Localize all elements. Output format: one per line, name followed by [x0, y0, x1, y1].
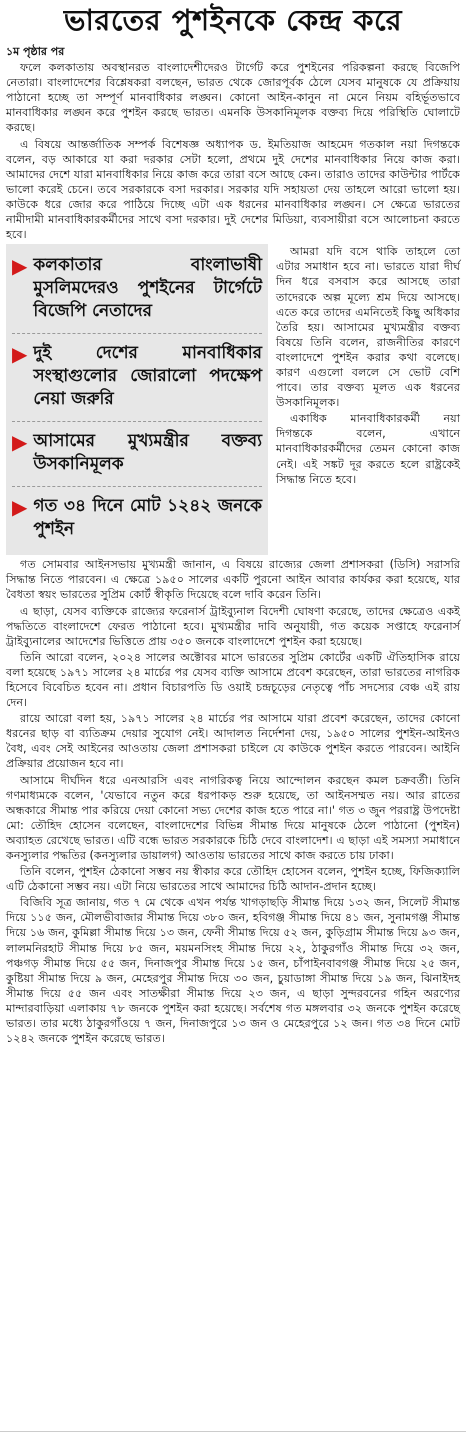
right-column-paragraph: আমরা যদি বসে থাকি তাহলে তো এটার সমাধান হবে না। ভারতে যারা দীর্ঘ দিন ধরে বসবাস করে আসছে তারা তাদেরকে অল্প মূল্যে শ্রম দিয়ে আসছে। এতে করে তাদের এমনিতেই কিছু অধিকার তৈরি হয়। আসামের মুখ্যমন্ত্রীর বক্তব্য বিষয়ে তিনি বলেন, রাজনীতির কারণে বাংলাদেশে পুশইন করার কথা বলেছে। কারণ এগুলো বললে সে ভোট বেশি পাবে। তার বক্তব্য মূলত এক ধরনের উসকানিমূলক। [276, 245, 460, 410]
divider [12, 333, 262, 334]
body-paragraph: গত সোমবার আইনসভায় মুখ্যমন্ত্রী জানান, এ বিষয়ে রাজ্যের জেলা প্রশাসকরা (ডিসি) সরাসরি সিদ্ধান্ত নিতে পারবেন। এ ক্ষেত্রে ১৯৫০ সালের একটি পুরনো আইন আবার কার্যকর করা হয়েছে, যার বৈধতা স্বয়ং ভারতের সুপ্রিম কোর্ট স্বীকৃতি দিয়েছে বলে দাবি করেন তিনি। [6, 558, 460, 602]
pull-quote [12, 342, 262, 411]
pull-quote-text: গত ৩৪ দিনে মোট ১২৪২ জনকে পুশইন [33, 496, 262, 540]
body-paragraph: বিজিবি সূত্র জানায়, গত ৭ মে থেকে এখন পর্যন্ত খাগড়াছড়ি সীমান্ত দিয়ে ১৩২ জন, সিলেট সীমান্ত দিয়ে ১১৫ জন, মৌলভীবাজার সীমান্ত দিয়ে ৩৮০ জন, হবিগঞ্জ সীমান্ত দিয়ে ৪১ জন, সুনামগঞ্জ সীমান্ত দিয়ে ১৬ জন, কুমিল্লা সীমান্ত দিয়ে ১৩ জন, ফেনী সীমান্ত দিয়ে ৫২ জন, কুড়িগ্রাম সীমান্ত দিয়ে ৯৩ জন, লালমনিরহাট সীমান্ত দিয়ে ৮৫ জন, ময়মনসিংহ সীমান্ত দিয়ে ২২, ঠাকুরগাঁও সীমান্ত দিয়ে ৩২ জন, পঞ্চগড় সীমান্ত দিয়ে ৫৫ জন, দিনাজপুর সীমান্ত দিয়ে ১৫ জন, চাঁপাইনবাবগঞ্জ সীমান্ত দিয়ে ২৫ জন, কুষ্টিয়া সীমান্ত দিয়ে ৯ জন, মেহেরপুর সীমান্ত দিয়ে ৩০ জন, চুয়াডাঙ্গা সীমান্ত দিয়ে ১৯ জন, ঝিনাইদহ সীমান্ত দিয়ে ৫৫ জন এবং সাতক্ষীরা সীমান্ত দিয়ে ২৩ জন, এ ছাড়া সুন্দরবনের গহিন অরণ্যের মান্দারবাড়িয়া এলাকায় ৭৮ জনকে পুশইন করা হয়েছে। সর্বশেষ গত মঙ্গলবার ৩২ জনকে পুশইন করেছে ভারত। তার মধ্যে ঠাকুরগাঁওয়ে ৭ জন, দিনাজপুরে ১৩ জন ও মেহেরপুরে ১২ জন। গত ৩৪ দিনে মোট ১২৪২ জনকে পুশইন করেছে ভারত। [6, 896, 460, 1046]
intro-paragraph: ফলে কলকাতায় অবস্থানরত বাংলাদেশীদেরও টার্গেট করে পুশইনের পরিকল্পনা করছে বিজেপি নেতারা। বাংলাদেশের বিশ্লেষকরা বলছেন, ভারত থেকে জোরপূর্বক ঠেলে যেসব মানুষকে যে প্রক্রিয়ায় পাঠানো হচ্ছে তা সম্পূর্ণ মানবাধিকার লঙ্ঘন। কোনো আইন-কানুন না মেনে নিয়ম বহির্ভূতভাবে মানবাধিকার লঙ্ঘন করে পুশইন করছে ভারত। এমনকি উসকানিমূলক বক্তব্য দিয়ে পরিস্থিতি ঘোলাটে করছে। [6, 61, 460, 135]
arrow-icon: ▶ [12, 495, 28, 520]
right-column-paragraph: একাধিক মানবাধিকারকর্মী নয়া দিগন্তকে বলেন, এখানে মানবাধিকারকর্মীদের তেমন কোনো কাজ নেই। এই সঙ্কট দূর করতে হলে রাষ্ট্রকেই সিদ্ধান্ত নিতে হবে। [276, 412, 460, 486]
body-paragraph: আসামে দীর্ঘদিন ধরে এনআরসি এবং নাগরিকত্ব নিয়ে আন্দোলন করছেন কমল চক্রবর্তী। তিনি গণমাধ্যমকে বলেন, 'যেভাবে নতুন করে ধরপাকড় শুরু হয়েছে, তা আইনসম্মত নয়। আর রাতের অন্ধকারে সীমান্ত পার করিয়ে দেয়া কোনো সভ্য দেশের কাজ হতে পারে না।' গত ৩ জুন পররাষ্ট্র উপদেষ্টা মো: তৌহিদ হোসেন বলেছেন, বাংলাদেশের বিভিন্ন সীমান্ত দিয়ে মানুষকে ঠেলে পাঠানো (পুশইন) অব্যাহত রেখেছে ভারত। এটি বন্ধে ভারত সরকারকে চিঠি দেবে বাংলাদেশ। এ ছাড়া এই সমস্যা সমাধানে কনস্যুলার পদ্ধতির (কনস্যুলার ডায়ালগ) আওতায় ভারতের সাথে কাজ করতে চায় ঢাকা। [6, 773, 460, 862]
pull-quote [12, 430, 262, 476]
arrow-icon: ▶ [12, 254, 28, 279]
pull-quote-text: আসামের মুখ্যমন্ত্রীর বক্তব্য উসকানিমূলক [33, 431, 262, 475]
pull-quote [12, 495, 262, 541]
continued-label: ১ম পৃষ্ঠার পর [6, 45, 65, 58]
divider [12, 421, 262, 422]
body-paragraph: রায়ে আরো বলা হয়, ১৯৭১ সালের ২৪ মার্চের পর আসামে যারা প্রবেশ করেছেন, তাদের কোনো ধরনের ছাড় বা ব্যতিক্রম দেয়ার সুযোগ নেই। আদালত নির্দেশনা দেয়, ১৯৫০ সালের পুশইন-আইনও বৈধ, এবং সেই আইনের আওতায় জেলা প্রশাসকরা চাইলে যে কাউকে পুশইন করতে পারবেন। আইনি প্রক্রিয়ার প্রয়োজন হবে না। [6, 712, 460, 771]
pull-quote-text: কলকাতার বাংলাভাষী মুসলিমদেরও পুশইনের টার্গেটে বিজেপি নেতাদের [33, 255, 262, 322]
arrow-icon: ▶ [12, 430, 28, 455]
body-paragraph: তিনি বলেন, পুশইন ঠেকানো সম্ভব নয় স্বীকার করে তৌহিদ হোসেন বলেন, পুশইন হচ্ছে, ফিজিক্যালি এটি ঠেকানো সম্ভব নয়। এটা নিয়ে ভারতের সাথে আমাদের চিঠি আদান-প্রদান হচ্ছে। [6, 865, 460, 894]
sidebar-section [6, 244, 460, 555]
pull-quote [12, 254, 262, 323]
clipping-edge [0, 1431, 466, 1440]
intro-paragraph: এ বিষয়ে আন্তর্জাতিক সম্পর্ক বিশেষজ্ঞ অধ্যাপক ড. ইমতিয়াজ আহমেদ গতকাল নয়া দিগন্তকে বলেন, বড় আকারে যা করা দরকার সেটা হলো, প্রথমে দুই দেশের মানবাধিকার নিয়ে কাজ করা। আমাদের দেশে যারা মানবাধিকার নিয়ে কাজ করে তারা বসে আছে কেন। তারাও তাদের কাউন্টার পার্টকে ভালো করেই চেনে। তবে সরকারকে বসা দরকার। সরকার যদি সহায়তা দেয় তাহলে আরো ভালো হয়। কাউকে ধরে জোর করে পাঠিয়ে দিচ্ছে এটা এক ধরনের মানবাধিকার লঙ্ঘন। সে ক্ষেত্রে ভারতের নামীদামী মানবাধিকারকর্মীদের সাথে বসা দরকার। দুই দেশের মিডিয়া, ব্যবসায়ীরা বসে আলোচনা করতে হবে। [6, 137, 460, 242]
divider [12, 486, 262, 487]
pull-quote-text: দুই দেশের মানবাধিকার সংস্থাগুলোর জোরালো পদক্ষেপ নেয়া জরুরি [33, 343, 262, 410]
headline: ভারতের পুশইনকে কেন্দ্র করে [63, 3, 403, 37]
right-column [276, 244, 460, 555]
body-paragraph: তিনি আরো বলেন, ২০২৪ সালের অক্টোবর মাসে ভারতের সুপ্রিম কোর্টের একটি ঐতিহাসিক রায়ে বলা হয়েছে ১৯৭১ সালের ২৪ মার্চের পর যেসব ব্যক্তি আসামে প্রবেশ করেছেন, তারা ভারতের নাগরিক হিসেবে বিবেচিত হবেন না। প্রধান বিচারপতি ডি ওয়াই চন্দ্রচূড়ের নেতৃত্বে পাঁচ সদস্যের বেঞ্চ এই রায় দেন। [6, 650, 460, 710]
article-body [0, 44, 466, 1046]
arrow-icon: ▶ [12, 342, 28, 367]
pull-quote-box [6, 244, 268, 555]
body-paragraph: এ ছাড়া, যেসব ব্যক্তিকে রাজ্যের ফরেনার্স ট্রাইব্যুনাল বিদেশী ঘোষণা করেছে, তাদের ক্ষেত্রেও একই পদ্ধতিতে বাংলাদেশে ফেরত পাঠানো হবে। মুখ্যমন্ত্রীর দাবি অনুযায়ী, গত কয়েক সপ্তাহে ফরেনার্স ট্রাইব্যুনালের আদেশের ভিত্তিতে প্রায় ৩৫০ জনকে বাংলাদেশে পুশইন করা হয়েছে। [6, 604, 460, 648]
